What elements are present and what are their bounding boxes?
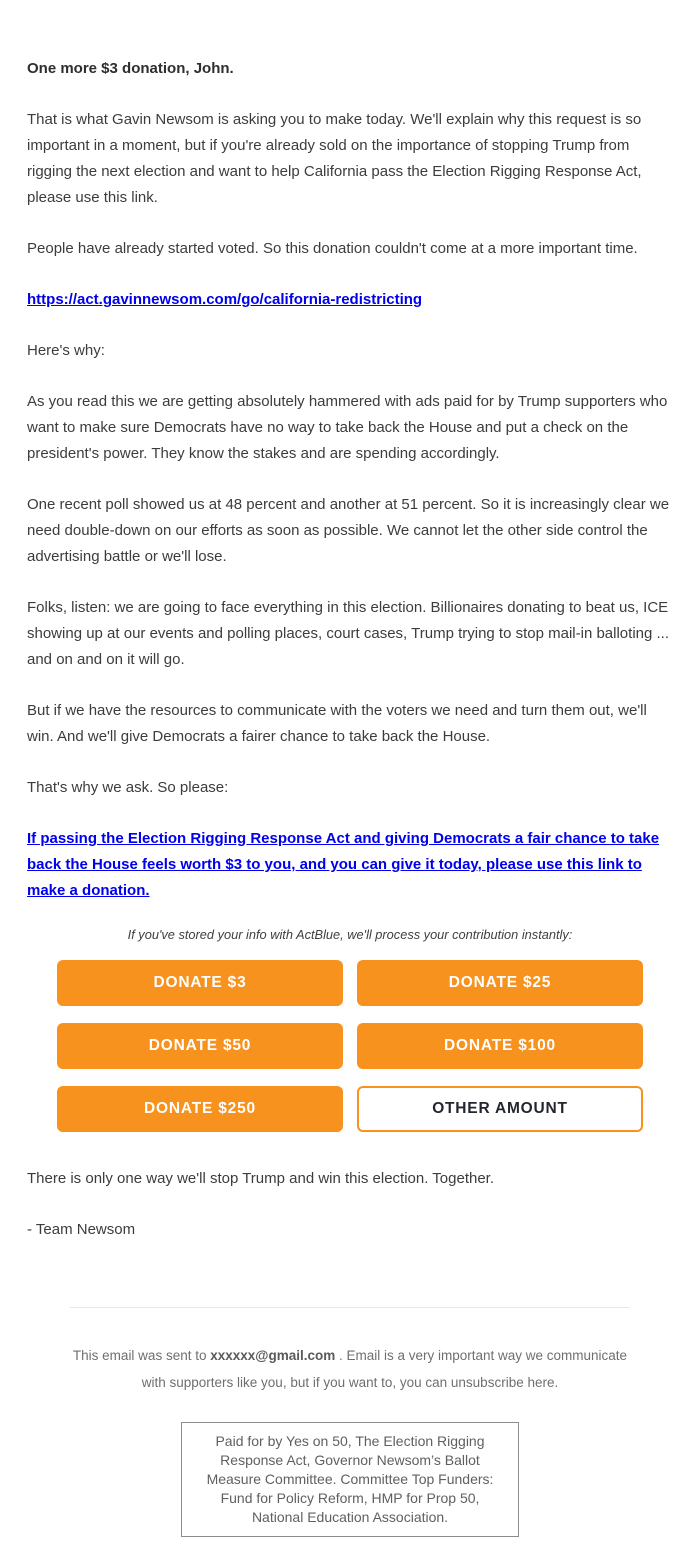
donation-cta-link[interactable]: If passing the Election Rigging Response Act and giving Democrats a fair chance to take back the House feels worth $3 to you, and you can give it today, please use this link to make a donation. [27,830,660,899]
paragraph-urgency: People have already started voted. So this donation couldn't come at a more important time. [27,240,638,257]
paragraph-folks-listen: Folks, listen: we are going to face everything in this election. Billionaires donating to beat us, ICE showing up at our events and polling places, court cases, Trump trying to stop mail-in balloting ... and on and on it will go. [27,599,670,668]
footer-sent-suffix: . Email is a very important way we communicate with supporters like you, but if you want to, you can unsubscribe here. [141,1348,628,1390]
recipient-email: xxxxxx@gmail.com [210,1348,336,1363]
donate-250-button[interactable]: DONATE $250 [57,1086,343,1132]
donation-url-link[interactable]: https://act.gavinnewsom.com/go/california-redistricting [27,291,423,308]
donate-button-grid [57,960,643,1132]
paragraph-ads: As you read this we are getting absolutely hammered with ads paid for by Trump supporters who want to make sure Democrats have no way to take back the House and put a check on the president's power. They know the stakes and are spending accordingly. [27,393,668,462]
paragraph-closing: There is only one way we'll stop Trump and win this election. Together. [27,1170,494,1187]
divider [70,1307,630,1308]
donate-100-button[interactable]: DONATE $100 [357,1023,643,1069]
paragraph-cta-link [27,826,673,904]
other-amount-button[interactable]: OTHER AMOUNT [357,1086,643,1132]
signature: - Team Newsom [27,1221,136,1238]
paragraph-resources: But if we have the resources to communicate with the voters we need and turn them out, we'll win. And we'll give Democrats a fairer chance to take back the House. [27,702,647,745]
paragraph-why-we-ask: That's why we ask. So please: [27,779,229,796]
greeting: One more $3 donation, John. [27,60,234,77]
paid-for-disclaimer-text: Paid for by Yes on 50, The Election Rigging Response Act, Governor Newsom’s Ballot Measure Committee. Committee Top Funders: Fund for Policy Reform, HMP for Prop 50, National Education Association. [206,1433,494,1525]
paragraph-heres-why: Here's why: [27,342,105,359]
paragraph-polls: One recent poll showed us at 48 percent and another at 51 percent. So it is increasingly clear we need double-down on our efforts as soon as possible. We cannot let the other side control the advertising battle or we'll lose. [27,496,670,565]
paragraph-intro: That is what Gavin Newsom is asking you to make today. We'll explain why this request is so important in a moment, but if you're already sold on the importance of stopping Trump from rigging the next election and want to help California pass the Election Rigging Response Act, please use this link. [27,111,642,206]
footer-sent-prefix: This email was sent to [72,1348,211,1363]
donate-25-button[interactable]: DONATE $25 [357,960,643,1006]
donate-50-button[interactable]: DONATE $50 [57,1023,343,1069]
donate-3-button[interactable]: DONATE $3 [57,960,343,1006]
paragraph-link [27,287,673,313]
actblue-note: If you've stored your info with ActBlue, we'll process your contribution instantly: [127,927,573,942]
paid-for-disclaimer-box [181,1422,519,1537]
footer-note [60,1342,640,1396]
